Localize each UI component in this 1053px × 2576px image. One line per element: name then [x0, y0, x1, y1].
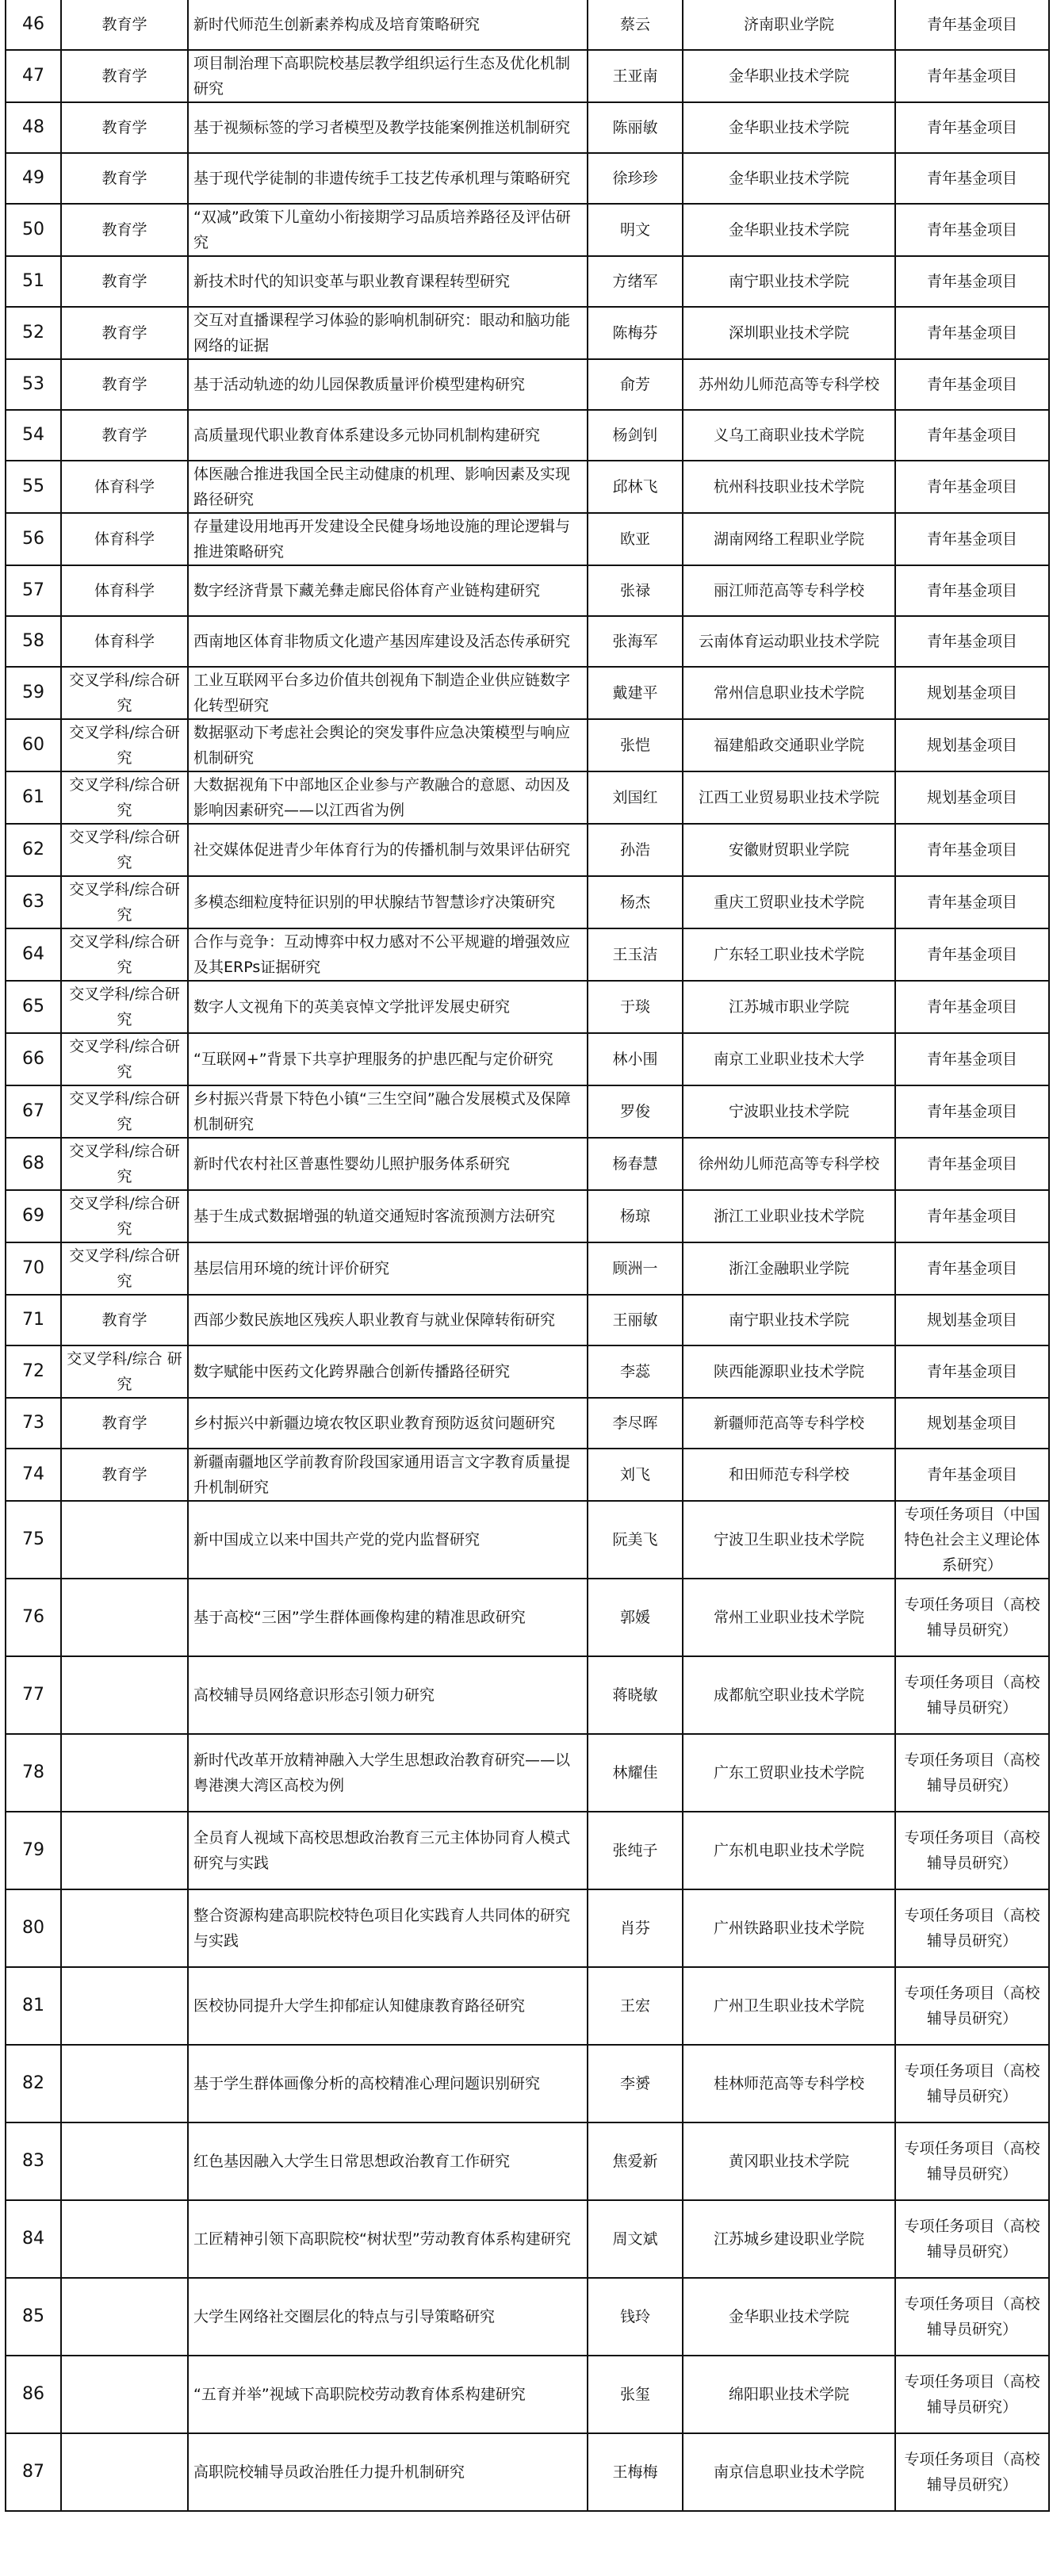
- project-title-cell: 存量建设用地再开发建设全民健身场地设施的理论逻辑与推进策略研究: [188, 513, 588, 565]
- row-number: 68: [6, 1138, 61, 1190]
- discipline-cell: [61, 2433, 188, 2511]
- discipline-cell: 交叉学科/综合研究: [61, 1138, 188, 1190]
- leader-cell: 肖芬: [588, 1889, 683, 1967]
- institution-cell: 南宁职业技术学院: [683, 1295, 895, 1345]
- project-type-cell: 青年基金项目: [895, 1190, 1049, 1242]
- discipline-cell: [61, 1734, 188, 1812]
- project-type-cell: 青年基金项目: [895, 0, 1049, 50]
- leader-cell: 顾洲一: [588, 1242, 683, 1295]
- institution-cell: 云南体育运动职业技术学院: [683, 616, 895, 667]
- table-row: [6, 102, 1049, 153]
- discipline-cell: 交叉学科/综合研究: [61, 1190, 188, 1242]
- institution-cell: 广东机电职业技术学院: [683, 1812, 895, 1889]
- project-title-cell: 交互对直播课程学习体验的影响机制研究：眼动和脑功能网络的证据: [188, 307, 588, 359]
- row-number: 50: [6, 204, 61, 256]
- table-row: [6, 1812, 1049, 1889]
- leader-cell: 陈丽敏: [588, 102, 683, 153]
- project-title-cell: 新时代师范生创新素养构成及培育策略研究: [188, 0, 588, 50]
- institution-cell: 江苏城乡建设职业学院: [683, 2200, 895, 2278]
- discipline-cell: 教育学: [61, 1449, 188, 1501]
- row-number: 58: [6, 616, 61, 667]
- table-row: [6, 1579, 1049, 1656]
- project-table: [5, 0, 1050, 2512]
- project-title-cell: 乡村振兴背景下特色小镇“三生空间”融合发展模式及保障机制研究: [188, 1085, 588, 1138]
- project-title-cell: 数字赋能中医药文化跨界融合创新传播路径研究: [188, 1345, 588, 1398]
- institution-cell: 义乌工商职业技术学院: [683, 410, 895, 461]
- institution-cell: 南京信息职业技术学院: [683, 2433, 895, 2511]
- row-number: 47: [6, 50, 61, 102]
- discipline-cell: 体育科学: [61, 616, 188, 667]
- leader-cell: 蔡云: [588, 0, 683, 50]
- row-number: 49: [6, 153, 61, 204]
- discipline-cell: 教育学: [61, 204, 188, 256]
- institution-cell: 深圳职业技术学院: [683, 307, 895, 359]
- table-row: [6, 1398, 1049, 1449]
- project-title-cell: 红色基因融入大学生日常思想政治教育工作研究: [188, 2122, 588, 2200]
- leader-cell: 林小围: [588, 1033, 683, 1085]
- project-title-cell: 数据驱动下考虑社会舆论的突发事件应急决策模型与响应机制研究: [188, 719, 588, 771]
- project-type-cell: 规划基金项目: [895, 1295, 1049, 1345]
- project-type-cell: 青年基金项目: [895, 359, 1049, 410]
- table-row: [6, 2200, 1049, 2278]
- project-title-cell: 基于现代学徒制的非遗传统手工技艺传承机理与策略研究: [188, 153, 588, 204]
- leader-cell: 杨杰: [588, 876, 683, 928]
- leader-cell: 张恺: [588, 719, 683, 771]
- row-number: 65: [6, 981, 61, 1033]
- discipline-cell: 交叉学科/综合研究: [61, 1085, 188, 1138]
- leader-cell: 张海军: [588, 616, 683, 667]
- table-row: [6, 1889, 1049, 1967]
- table-row: [6, 2045, 1049, 2122]
- table-row: [6, 410, 1049, 461]
- discipline-cell: 教育学: [61, 50, 188, 102]
- row-number: 73: [6, 1398, 61, 1449]
- discipline-cell: 交叉学科/综合 研究: [61, 1345, 188, 1398]
- leader-cell: 王梅梅: [588, 2433, 683, 2511]
- project-title-cell: “五育并举”视域下高职院校劳动教育体系构建研究: [188, 2356, 588, 2433]
- table-row: [6, 1033, 1049, 1085]
- table-row: [6, 359, 1049, 410]
- project-type-cell: 专项任务项目（高校辅导员研究）: [895, 1656, 1049, 1734]
- project-type-cell: 青年基金项目: [895, 461, 1049, 513]
- row-number: 60: [6, 719, 61, 771]
- table-row: [6, 981, 1049, 1033]
- project-title-cell: 数字经济背景下藏羌彝走廊民俗体育产业链构建研究: [188, 565, 588, 616]
- row-number: 85: [6, 2278, 61, 2356]
- table-row: [6, 2278, 1049, 2356]
- leader-cell: 杨剑钊: [588, 410, 683, 461]
- discipline-cell: 体育科学: [61, 513, 188, 565]
- table-row: [6, 616, 1049, 667]
- project-title-cell: 新时代改革开放精神融入大学生思想政治教育研究——以粤港澳大湾区高校为例: [188, 1734, 588, 1812]
- project-type-cell: 规划基金项目: [895, 1398, 1049, 1449]
- project-title-cell: 合作与竞争：互动博弈中权力感对不公平规避的增强效应及其ERPs证据研究: [188, 928, 588, 981]
- table-row: [6, 928, 1049, 981]
- row-number: 72: [6, 1345, 61, 1398]
- institution-cell: 南宁职业技术学院: [683, 256, 895, 307]
- institution-cell: 广州铁路职业技术学院: [683, 1889, 895, 1967]
- row-number: 57: [6, 565, 61, 616]
- institution-cell: 浙江金融职业学院: [683, 1242, 895, 1295]
- project-type-cell: 青年基金项目: [895, 824, 1049, 876]
- institution-cell: 金华职业技术学院: [683, 50, 895, 102]
- table-row: [6, 1190, 1049, 1242]
- leader-cell: 戴建平: [588, 667, 683, 719]
- project-type-cell: 专项任务项目（高校辅导员研究）: [895, 2122, 1049, 2200]
- project-title-cell: 基于生成式数据增强的轨道交通短时客流预测方法研究: [188, 1190, 588, 1242]
- institution-cell: 金华职业技术学院: [683, 153, 895, 204]
- project-title-cell: 工业互联网平台多边价值共创视角下制造企业供应链数字化转型研究: [188, 667, 588, 719]
- table-row: [6, 1345, 1049, 1398]
- institution-cell: 绵阳职业技术学院: [683, 2356, 895, 2433]
- table-row: [6, 719, 1049, 771]
- leader-cell: 周文斌: [588, 2200, 683, 2278]
- institution-cell: 江西工业贸易职业技术学院: [683, 771, 895, 824]
- project-title-cell: “互联网+”背景下共享护理服务的护患匹配与定价研究: [188, 1033, 588, 1085]
- project-type-cell: 青年基金项目: [895, 1345, 1049, 1398]
- table-row: [6, 256, 1049, 307]
- table-row: [6, 513, 1049, 565]
- discipline-cell: [61, 1579, 188, 1656]
- leader-cell: 焦爱新: [588, 2122, 683, 2200]
- project-list-document: [5, 0, 1048, 2512]
- project-title-cell: 基于视频标签的学习者模型及教学技能案例推送机制研究: [188, 102, 588, 153]
- discipline-cell: 交叉学科/综合研究: [61, 981, 188, 1033]
- leader-cell: 钱玲: [588, 2278, 683, 2356]
- institution-cell: 黄冈职业技术学院: [683, 2122, 895, 2200]
- project-title-cell: 多模态细粒度特征识别的甲状腺结节智慧诊疗决策研究: [188, 876, 588, 928]
- leader-cell: 明文: [588, 204, 683, 256]
- row-number: 83: [6, 2122, 61, 2200]
- discipline-cell: 教育学: [61, 1295, 188, 1345]
- table-row: [6, 461, 1049, 513]
- row-number: 52: [6, 307, 61, 359]
- project-title-cell: 新技术时代的知识变革与职业教育课程转型研究: [188, 256, 588, 307]
- discipline-cell: 教育学: [61, 0, 188, 50]
- discipline-cell: 交叉学科/综合研究: [61, 719, 188, 771]
- discipline-cell: 交叉学科/综合研究: [61, 1033, 188, 1085]
- institution-cell: 成都航空职业技术学院: [683, 1656, 895, 1734]
- project-type-cell: 专项任务项目（高校辅导员研究）: [895, 1967, 1049, 2045]
- row-number: 46: [6, 0, 61, 50]
- project-type-cell: 专项任务项目（中国特色社会主义理论体系研究）: [895, 1501, 1049, 1579]
- table-row: [6, 1967, 1049, 2045]
- discipline-cell: 交叉学科/综合研究: [61, 876, 188, 928]
- leader-cell: 郭媛: [588, 1579, 683, 1656]
- table-row: [6, 876, 1049, 928]
- row-number: 75: [6, 1501, 61, 1579]
- leader-cell: 刘国红: [588, 771, 683, 824]
- leader-cell: 李尽晖: [588, 1398, 683, 1449]
- discipline-cell: 交叉学科/综合研究: [61, 824, 188, 876]
- row-number: 64: [6, 928, 61, 981]
- leader-cell: 杨琼: [588, 1190, 683, 1242]
- table-row: [6, 667, 1049, 719]
- row-number: 86: [6, 2356, 61, 2433]
- discipline-cell: 交叉学科/综合研究: [61, 1242, 188, 1295]
- project-type-cell: 青年基金项目: [895, 1449, 1049, 1501]
- row-number: 61: [6, 771, 61, 824]
- row-number: 54: [6, 410, 61, 461]
- leader-cell: 张玺: [588, 2356, 683, 2433]
- institution-cell: 南京工业职业技术大学: [683, 1033, 895, 1085]
- table-row: [6, 50, 1049, 102]
- project-title-cell: 大数据视角下中部地区企业参与产教融合的意愿、动因及影响因素研究——以江西省为例: [188, 771, 588, 824]
- discipline-cell: 体育科学: [61, 461, 188, 513]
- project-title-cell: 高校辅导员网络意识形态引领力研究: [188, 1656, 588, 1734]
- project-title-cell: 新疆南疆地区学前教育阶段国家通用语言文字教育质量提升机制研究: [188, 1449, 588, 1501]
- table-row: [6, 1656, 1049, 1734]
- institution-cell: 宁波职业技术学院: [683, 1085, 895, 1138]
- project-type-cell: 专项任务项目（高校辅导员研究）: [895, 1734, 1049, 1812]
- project-title-cell: 西部少数民族地区残疾人职业教育与就业保障转衔研究: [188, 1295, 588, 1345]
- project-type-cell: 专项任务项目（高校辅导员研究）: [895, 1889, 1049, 1967]
- discipline-cell: 教育学: [61, 410, 188, 461]
- table-row: [6, 2356, 1049, 2433]
- institution-cell: 浙江工业职业技术学院: [683, 1190, 895, 1242]
- institution-cell: 湖南网络工程职业学院: [683, 513, 895, 565]
- institution-cell: 金华职业技术学院: [683, 2278, 895, 2356]
- project-title-cell: 数字人文视角下的英美哀悼文学批评发展史研究: [188, 981, 588, 1033]
- row-number: 74: [6, 1449, 61, 1501]
- table-row: [6, 204, 1049, 256]
- project-title-cell: 医校协同提升大学生抑郁症认知健康教育路径研究: [188, 1967, 588, 2045]
- project-title-cell: 基于高校“三困”学生群体画像构建的精准思政研究: [188, 1579, 588, 1656]
- project-title-cell: 新中国成立以来中国共产党的党内监督研究: [188, 1501, 588, 1579]
- institution-cell: 杭州科技职业技术学院: [683, 461, 895, 513]
- project-type-cell: 青年基金项目: [895, 307, 1049, 359]
- project-title-cell: 基于活动轨迹的幼儿园保教质量评价模型建构研究: [188, 359, 588, 410]
- project-type-cell: 青年基金项目: [895, 616, 1049, 667]
- project-type-cell: 专项任务项目（高校辅导员研究）: [895, 1579, 1049, 1656]
- leader-cell: 王宏: [588, 1967, 683, 2045]
- row-number: 53: [6, 359, 61, 410]
- project-type-cell: 青年基金项目: [895, 1242, 1049, 1295]
- leader-cell: 王亚南: [588, 50, 683, 102]
- project-title-cell: 大学生网络社交圈层化的特点与引导策略研究: [188, 2278, 588, 2356]
- project-title-cell: 整合资源构建高职院校特色项目化实践育人共同体的研究与实践: [188, 1889, 588, 1967]
- discipline-cell: [61, 1501, 188, 1579]
- discipline-cell: [61, 2045, 188, 2122]
- row-number: 87: [6, 2433, 61, 2511]
- institution-cell: 丽江师范高等专科学校: [683, 565, 895, 616]
- row-number: 81: [6, 1967, 61, 2045]
- leader-cell: 张纯子: [588, 1812, 683, 1889]
- leader-cell: 邱林飞: [588, 461, 683, 513]
- project-type-cell: 青年基金项目: [895, 1033, 1049, 1085]
- leader-cell: 阮美飞: [588, 1501, 683, 1579]
- table-row: [6, 307, 1049, 359]
- project-type-cell: 专项任务项目（高校辅导员研究）: [895, 2278, 1049, 2356]
- row-number: 51: [6, 256, 61, 307]
- discipline-cell: [61, 2122, 188, 2200]
- project-type-cell: 专项任务项目（高校辅导员研究）: [895, 2433, 1049, 2511]
- row-number: 63: [6, 876, 61, 928]
- institution-cell: 济南职业学院: [683, 0, 895, 50]
- row-number: 78: [6, 1734, 61, 1812]
- project-type-cell: 青年基金项目: [895, 981, 1049, 1033]
- project-type-cell: 规划基金项目: [895, 719, 1049, 771]
- project-type-cell: 专项任务项目（高校辅导员研究）: [895, 2045, 1049, 2122]
- discipline-cell: 教育学: [61, 307, 188, 359]
- table-row: [6, 2122, 1049, 2200]
- project-type-cell: 青年基金项目: [895, 1085, 1049, 1138]
- row-number: 66: [6, 1033, 61, 1085]
- row-number: 71: [6, 1295, 61, 1345]
- discipline-cell: [61, 1656, 188, 1734]
- institution-cell: 广东轻工职业技术学院: [683, 928, 895, 981]
- project-title-cell: 基层信用环境的统计评价研究: [188, 1242, 588, 1295]
- row-number: 69: [6, 1190, 61, 1242]
- project-type-cell: 青年基金项目: [895, 565, 1049, 616]
- institution-cell: 安徽财贸职业学院: [683, 824, 895, 876]
- leader-cell: 于琰: [588, 981, 683, 1033]
- discipline-cell: 教育学: [61, 153, 188, 204]
- project-title-cell: 高质量现代职业教育体系建设多元协同机制构建研究: [188, 410, 588, 461]
- project-title-cell: 工匠精神引领下高职院校“树状型”劳动教育体系构建研究: [188, 2200, 588, 2278]
- row-number: 82: [6, 2045, 61, 2122]
- project-type-cell: 专项任务项目（高校辅导员研究）: [895, 1812, 1049, 1889]
- project-type-cell: 青年基金项目: [895, 410, 1049, 461]
- project-type-cell: 青年基金项目: [895, 50, 1049, 102]
- project-title-cell: 新时代农村社区普惠性婴幼儿照护服务体系研究: [188, 1138, 588, 1190]
- discipline-cell: [61, 1889, 188, 1967]
- table-row: [6, 1242, 1049, 1295]
- institution-cell: 金华职业技术学院: [683, 102, 895, 153]
- table-row: [6, 565, 1049, 616]
- table-row: [6, 2433, 1049, 2511]
- institution-cell: 广东工贸职业技术学院: [683, 1734, 895, 1812]
- leader-cell: 李赟: [588, 2045, 683, 2122]
- leader-cell: 孙浩: [588, 824, 683, 876]
- row-number: 55: [6, 461, 61, 513]
- leader-cell: 张禄: [588, 565, 683, 616]
- project-title-cell: 社交媒体促进青少年体育行为的传播机制与效果评估研究: [188, 824, 588, 876]
- project-title-cell: 高职院校辅导员政治胜任力提升机制研究: [188, 2433, 588, 2511]
- institution-cell: 广州卫生职业技术学院: [683, 1967, 895, 2045]
- project-type-cell: 专项任务项目（高校辅导员研究）: [895, 2356, 1049, 2433]
- project-type-cell: 青年基金项目: [895, 928, 1049, 981]
- discipline-cell: 教育学: [61, 359, 188, 410]
- institution-cell: 常州信息职业技术学院: [683, 667, 895, 719]
- discipline-cell: 教育学: [61, 1398, 188, 1449]
- project-type-cell: 青年基金项目: [895, 513, 1049, 565]
- leader-cell: 杨春慧: [588, 1138, 683, 1190]
- project-table-body: [6, 0, 1049, 2511]
- institution-cell: 苏州幼儿师范高等专科学校: [683, 359, 895, 410]
- discipline-cell: [61, 2278, 188, 2356]
- row-number: 67: [6, 1085, 61, 1138]
- institution-cell: 和田师范专科学校: [683, 1449, 895, 1501]
- institution-cell: 桂林师范高等专科学校: [683, 2045, 895, 2122]
- leader-cell: 王玉洁: [588, 928, 683, 981]
- institution-cell: 徐州幼儿师范高等专科学校: [683, 1138, 895, 1190]
- table-row: [6, 153, 1049, 204]
- institution-cell: 宁波卫生职业技术学院: [683, 1501, 895, 1579]
- table-row: [6, 1138, 1049, 1190]
- institution-cell: 陕西能源职业技术学院: [683, 1345, 895, 1398]
- discipline-cell: 教育学: [61, 256, 188, 307]
- project-title-cell: 乡村振兴中新疆边境农牧区职业教育预防返贫问题研究: [188, 1398, 588, 1449]
- project-title-cell: 体医融合推进我国全民主动健康的机理、影响因素及实现路径研究: [188, 461, 588, 513]
- leader-cell: 王丽敏: [588, 1295, 683, 1345]
- institution-cell: 江苏城市职业学院: [683, 981, 895, 1033]
- discipline-cell: [61, 2356, 188, 2433]
- table-row: [6, 1295, 1049, 1345]
- row-number: 62: [6, 824, 61, 876]
- row-number: 77: [6, 1656, 61, 1734]
- project-type-cell: 青年基金项目: [895, 876, 1049, 928]
- leader-cell: 徐珍珍: [588, 153, 683, 204]
- table-row: [6, 1734, 1049, 1812]
- project-type-cell: 规划基金项目: [895, 667, 1049, 719]
- leader-cell: 林耀佳: [588, 1734, 683, 1812]
- row-number: 79: [6, 1812, 61, 1889]
- table-row: [6, 771, 1049, 824]
- project-title-cell: 项目制治理下高职院校基层教学组织运行生态及优化机制研究: [188, 50, 588, 102]
- row-number: 59: [6, 667, 61, 719]
- project-title-cell: 全员育人视域下高校思想政治教育三元主体协同育人模式研究与实践: [188, 1812, 588, 1889]
- discipline-cell: 体育科学: [61, 565, 188, 616]
- table-row: [6, 824, 1049, 876]
- discipline-cell: 交叉学科/综合研究: [61, 667, 188, 719]
- project-type-cell: 规划基金项目: [895, 771, 1049, 824]
- discipline-cell: 交叉学科/综合研究: [61, 928, 188, 981]
- row-number: 80: [6, 1889, 61, 1967]
- row-number: 56: [6, 513, 61, 565]
- leader-cell: 李蕊: [588, 1345, 683, 1398]
- project-type-cell: 青年基金项目: [895, 1138, 1049, 1190]
- row-number: 70: [6, 1242, 61, 1295]
- project-title-cell: “双减”政策下儿童幼小衔接期学习品质培养路径及评估研究: [188, 204, 588, 256]
- leader-cell: 陈梅芬: [588, 307, 683, 359]
- leader-cell: 罗俊: [588, 1085, 683, 1138]
- institution-cell: 新疆师范高等专科学校: [683, 1398, 895, 1449]
- leader-cell: 俞芳: [588, 359, 683, 410]
- table-row: [6, 1501, 1049, 1579]
- project-type-cell: 青年基金项目: [895, 204, 1049, 256]
- institution-cell: 福建船政交通职业学院: [683, 719, 895, 771]
- discipline-cell: 交叉学科/综合研究: [61, 771, 188, 824]
- leader-cell: 方绪军: [588, 256, 683, 307]
- project-type-cell: 专项任务项目（高校辅导员研究）: [895, 2200, 1049, 2278]
- table-row: [6, 1085, 1049, 1138]
- project-type-cell: 青年基金项目: [895, 153, 1049, 204]
- institution-cell: 常州工业职业技术学院: [683, 1579, 895, 1656]
- row-number: 48: [6, 102, 61, 153]
- leader-cell: 刘飞: [588, 1449, 683, 1501]
- institution-cell: 重庆工贸职业技术学院: [683, 876, 895, 928]
- project-type-cell: 青年基金项目: [895, 102, 1049, 153]
- project-type-cell: 青年基金项目: [895, 256, 1049, 307]
- discipline-cell: [61, 1967, 188, 2045]
- table-row: [6, 0, 1049, 50]
- row-number: 76: [6, 1579, 61, 1656]
- project-title-cell: 西南地区体育非物质文化遗产基因库建设及活态传承研究: [188, 616, 588, 667]
- institution-cell: 金华职业技术学院: [683, 204, 895, 256]
- discipline-cell: [61, 2200, 188, 2278]
- discipline-cell: [61, 1812, 188, 1889]
- leader-cell: 蒋晓敏: [588, 1656, 683, 1734]
- discipline-cell: 教育学: [61, 102, 188, 153]
- table-row: [6, 1449, 1049, 1501]
- leader-cell: 欧亚: [588, 513, 683, 565]
- row-number: 84: [6, 2200, 61, 2278]
- project-title-cell: 基于学生群体画像分析的高校精准心理问题识别研究: [188, 2045, 588, 2122]
